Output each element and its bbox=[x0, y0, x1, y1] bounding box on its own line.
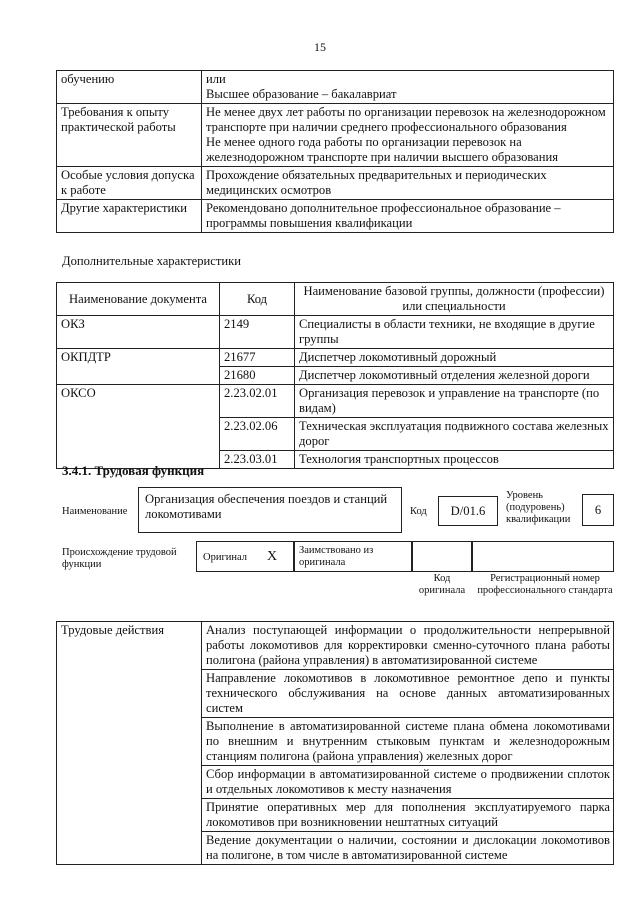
table-row bbox=[57, 349, 614, 367]
orig-code-cell bbox=[412, 541, 472, 572]
table-row bbox=[57, 104, 614, 167]
origin-label: Происхождение трудовой функции bbox=[62, 547, 177, 570]
doc-title: Технология транспортных процессов bbox=[295, 451, 614, 469]
row-label: обучению bbox=[57, 71, 202, 104]
doc-code: 2.23.03.01 bbox=[220, 451, 295, 469]
doc-name: ОКСО bbox=[57, 385, 220, 469]
doc-title: Организация перевозок и управление на транспорте (по видам) bbox=[295, 385, 614, 418]
action-item: Ведение документации о наличии, состоянии и дислокации локомотивов на полигоне, в том числе в автоматизированной системе bbox=[202, 832, 614, 865]
orig-code-label: Код оригинала bbox=[418, 573, 466, 596]
col-header-code: Код bbox=[220, 283, 295, 316]
table-row bbox=[57, 622, 614, 670]
table-row bbox=[57, 316, 614, 349]
doc-name: ОКПДТР bbox=[57, 349, 220, 385]
doc-title: Техническая эксплуатация подвижного состава железных дорог bbox=[295, 418, 614, 451]
level-box: 6 bbox=[582, 494, 614, 526]
action-item: Принятие оперативных мер для пополнения эксплуатируемого парка локомотивов при возникновении нештатных ситуаций bbox=[202, 799, 614, 832]
doc-title: Диспетчер локомотивный отделения железной дороги bbox=[295, 367, 614, 385]
action-item: Направление локомотивов в локомотивное ремонтное депо и пункты технического обслуживания на основе данных автоматизированных систем bbox=[202, 670, 614, 718]
code-label: Код bbox=[410, 506, 427, 517]
actions-label: Трудовые действия bbox=[57, 622, 202, 865]
page-number: 15 bbox=[314, 40, 326, 54]
doc-code: 2149 bbox=[220, 316, 295, 349]
qualification-table bbox=[56, 70, 614, 233]
action-item: Выполнение в автоматизированной системе плана обмена локомотивами по внешним и внутренним стыковым пунктам и железнодорожным станциям полигона (района управления) железных дорог bbox=[202, 718, 614, 766]
original-mark: X bbox=[267, 549, 278, 564]
function-title: 3.4.1. Трудовая функция bbox=[62, 463, 205, 478]
row-value bbox=[202, 104, 614, 167]
action-item: Сбор информации в автоматизированной системе о продвижении сплоток и отдельных локомотивов к месту назначения bbox=[202, 766, 614, 799]
row-value: Рекомендовано дополнительное профессиональное образование – программы повышения квалификации bbox=[202, 200, 614, 233]
col-header-document: Наименование документа bbox=[57, 283, 220, 316]
doc-code: 2.23.02.01 bbox=[220, 385, 295, 418]
doc-code: 2.23.02.06 bbox=[220, 418, 295, 451]
name-label: Наименование bbox=[62, 506, 128, 517]
row-label: Требования к опыту практической работы bbox=[57, 104, 202, 167]
original-cell bbox=[196, 541, 294, 572]
value-line: или bbox=[206, 72, 226, 86]
value-line: Не менее одного года работы по организации перевозок на железнодорожном транспорте при наличии высшего образования bbox=[206, 135, 559, 164]
col-header-name: Наименование базовой группы, должности (профессии) или специальности bbox=[295, 283, 614, 316]
row-value bbox=[202, 71, 614, 104]
doc-code: 21680 bbox=[220, 367, 295, 385]
additional-table bbox=[56, 282, 614, 469]
actions-table bbox=[56, 621, 614, 865]
function-name-box: Организация обеспечения поездов и станций локомотивами bbox=[138, 487, 402, 533]
table-row bbox=[57, 200, 614, 233]
doc-code: 21677 bbox=[220, 349, 295, 367]
original-label: Оригинал bbox=[203, 552, 247, 563]
doc-title: Диспетчер локомотивный дорожный bbox=[295, 349, 614, 367]
borrowed-cell: Заимствовано из оригинала bbox=[294, 541, 412, 572]
doc-name: ОКЗ bbox=[57, 316, 220, 349]
value-line: Высшее образование – бакалавриат bbox=[206, 87, 397, 101]
function-code-box: D/01.6 bbox=[438, 496, 498, 526]
table-row bbox=[57, 385, 614, 418]
table-row bbox=[57, 167, 614, 200]
value-line: Не менее двух лет работы по организации перевозок на железнодорожном транспорте при наличии среднего профессионального образования bbox=[206, 105, 606, 134]
table-row bbox=[57, 71, 614, 104]
action-item: Анализ поступающей информации о продолжительности непрерывной работы локомотивов для корректировки сменно-суточного плана работы полигона (района управления) в автоматизированной системе bbox=[202, 622, 614, 670]
table-header bbox=[57, 283, 614, 316]
reg-number-label: Регистрационный номер профессионального стандарта bbox=[477, 573, 613, 596]
row-label: Особые условия допуска к работе bbox=[57, 167, 202, 200]
row-value: Прохождение обязательных предварительных и периодических медицинских осмотров bbox=[202, 167, 614, 200]
additional-heading: Дополнительные характеристики bbox=[62, 254, 241, 268]
doc-title: Специалисты в области техники, не входящие в другие группы bbox=[295, 316, 614, 349]
row-label: Другие характеристики bbox=[57, 200, 202, 233]
level-label: Уровень (подуровень) квалификации bbox=[506, 490, 571, 525]
reg-number-cell bbox=[472, 541, 614, 572]
